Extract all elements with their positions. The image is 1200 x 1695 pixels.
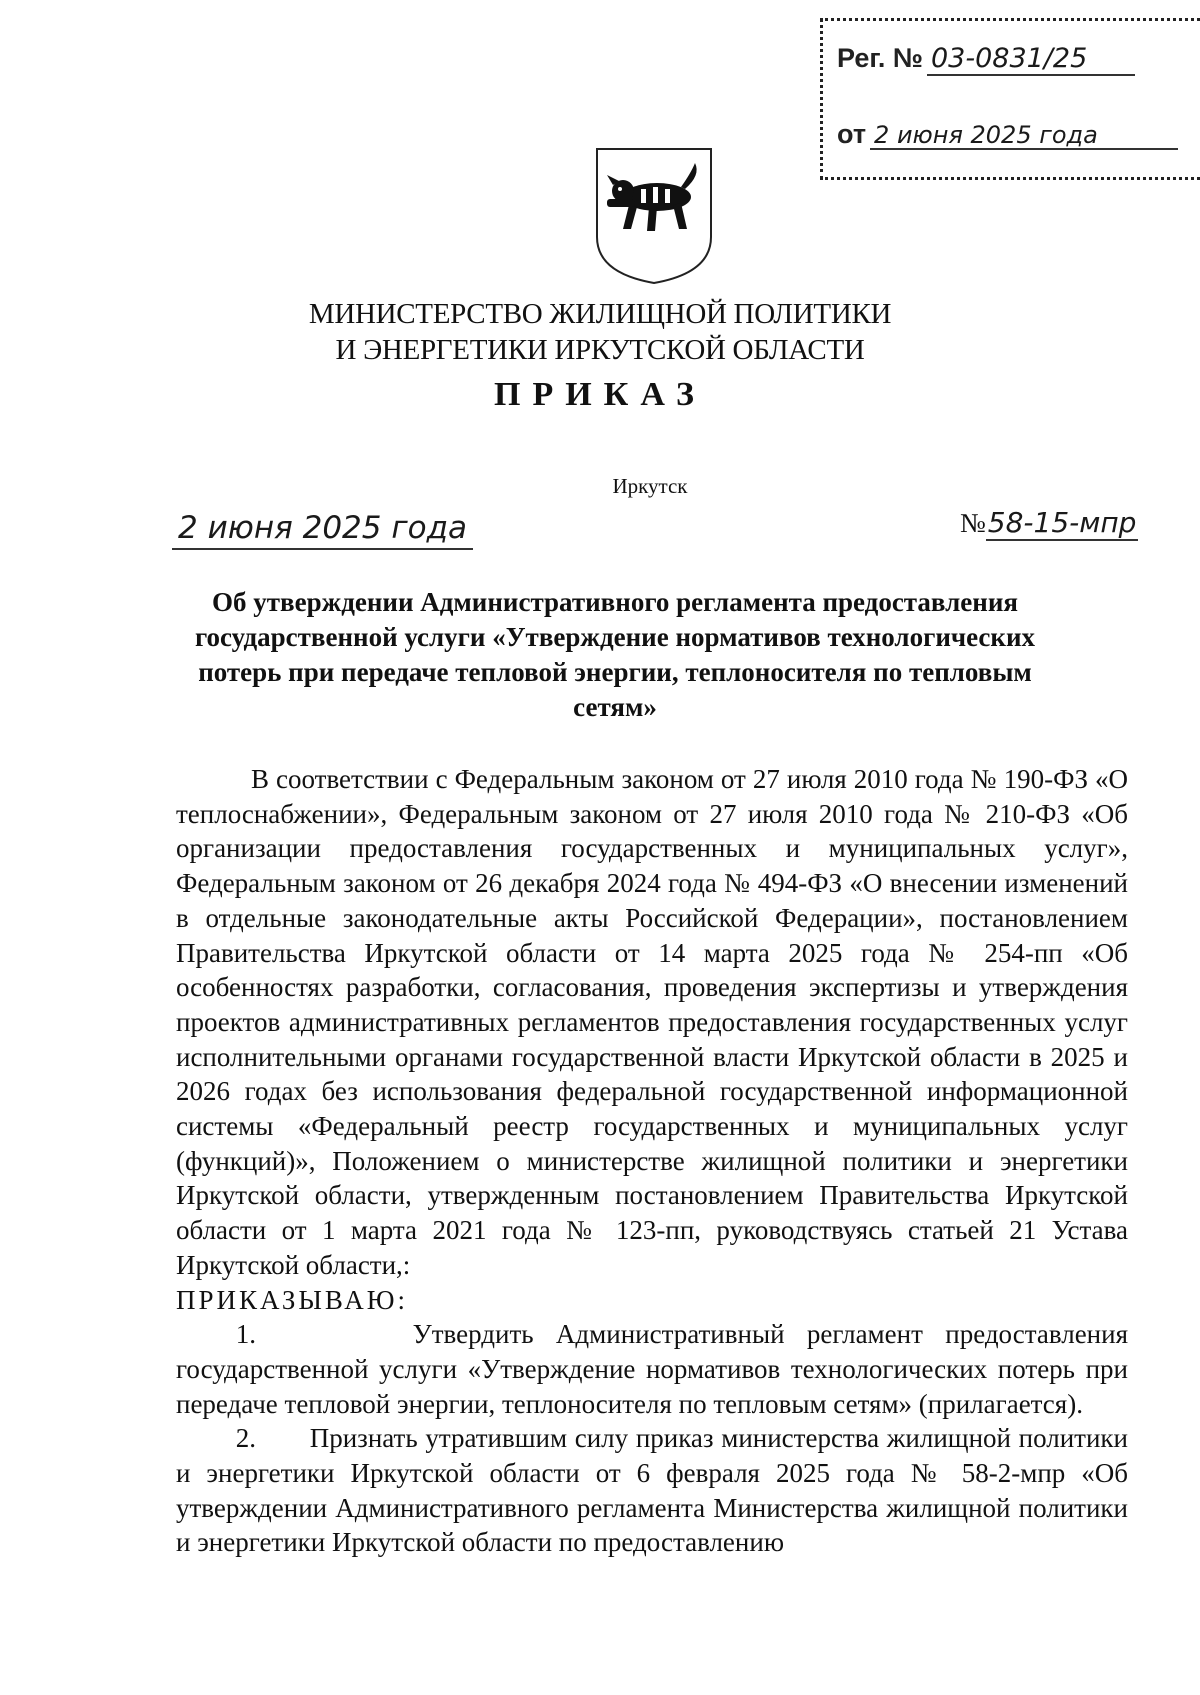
heading-line-2: государственной услуги «Утверждение нормативов технологических — [194, 622, 1036, 652]
stamp-reg-label: Рег. № — [837, 43, 923, 73]
item-1 — [176, 1317, 1128, 1421]
stamp-date-label: от — [837, 119, 867, 149]
item-1-text: Утвердить Административный регламент предоставления государственной услуги «Утверждение нормативов технологических потерь при передаче тепловой энергии, теплоносителя по тепловым сетям» (прилагается). — [176, 1319, 1128, 1419]
item-2 — [176, 1421, 1128, 1560]
order-number — [960, 508, 1138, 541]
item-1-number: 1. — [235, 1319, 256, 1350]
item-2-number: 2. — [235, 1423, 256, 1454]
stamp-reg-row — [837, 43, 1135, 76]
document-heading — [190, 585, 1040, 725]
preamble-paragraph: В соответствии с Федеральным законом от 27 июля 2010 года № 190-ФЗ «О теплоснабжении», Федеральным законом от 27 июля 2010 года № 210-ФЗ «Об организации предоставления государственных и муниципальных услуг», Федеральным законом от 26 декабря 2024 года № 494-ФЗ «О внесении изменений в отдельные законодательные акты Российской Федерации», постановлением Правительства Иркутской области от 14 марта 2025 года № 254-пп «Об особенностях разработки, согласования, проведения экспертизы и утверждения проектов административных регламентов предоставления государственных услуг исполнительными органами государственной власти Иркутской области в 2025 и 2026 годах без использования федеральной государственной информационной системы «Федеральный реестр государственных и муниципальных услуг (функций)», Положением о министерстве жилищной политики и энергетики Иркутской области, утвержденным постановлением Правительства Иркутской области от 1 марта 2021 года № 123-пп, руководствуясь статьей 21 Устава Иркутской области,: — [176, 764, 1128, 1280]
ministry-line-2: И ЭНЕРГЕТИКИ ИРКУТСКОЙ ОБЛАСТИ — [335, 334, 865, 366]
ministry-name — [0, 296, 1200, 368]
order-title: ПРИКАЗ — [494, 376, 706, 413]
registration-stamp — [820, 18, 1200, 180]
order-date: 2 июня 2025 года — [172, 510, 473, 550]
heading-line-4: сетям» — [573, 692, 657, 722]
heading-line-3: потерь при передаче тепловой энергии, теплоносителя по тепловым — [198, 657, 1032, 687]
ministry-line-1: МИНИСТЕРСТВО ЖИЛИЩНОЙ ПОЛИТИКИ — [308, 298, 892, 330]
order-number-value: 58-15-мпр — [987, 506, 1137, 539]
stamp-reg-number: 03-0831/25 — [927, 44, 1135, 76]
city-label: Иркутск — [612, 474, 688, 498]
stamp-date-row — [837, 119, 1178, 150]
document-body — [176, 762, 1128, 1560]
stamp-date-value: 2 июня 2025 года — [870, 122, 1178, 150]
order-number-prefix: № — [960, 508, 986, 538]
item-2-text: Признать утратившим силу приказ министерства жилищной политики и энергетики Иркутской области от 6 февраля 2025 года № 58-2-мпр «Об утверждении Административного регламента Министерства жилищной политики и энергетики Иркутской области по предоставлению — [176, 1423, 1128, 1558]
coat-of-arms-icon — [593, 145, 715, 287]
order-word: ПРИКАЗЫВАЮ: — [176, 1284, 408, 1315]
heading-line-1: Об утверждении Административного регламента предоставления — [212, 587, 1018, 617]
